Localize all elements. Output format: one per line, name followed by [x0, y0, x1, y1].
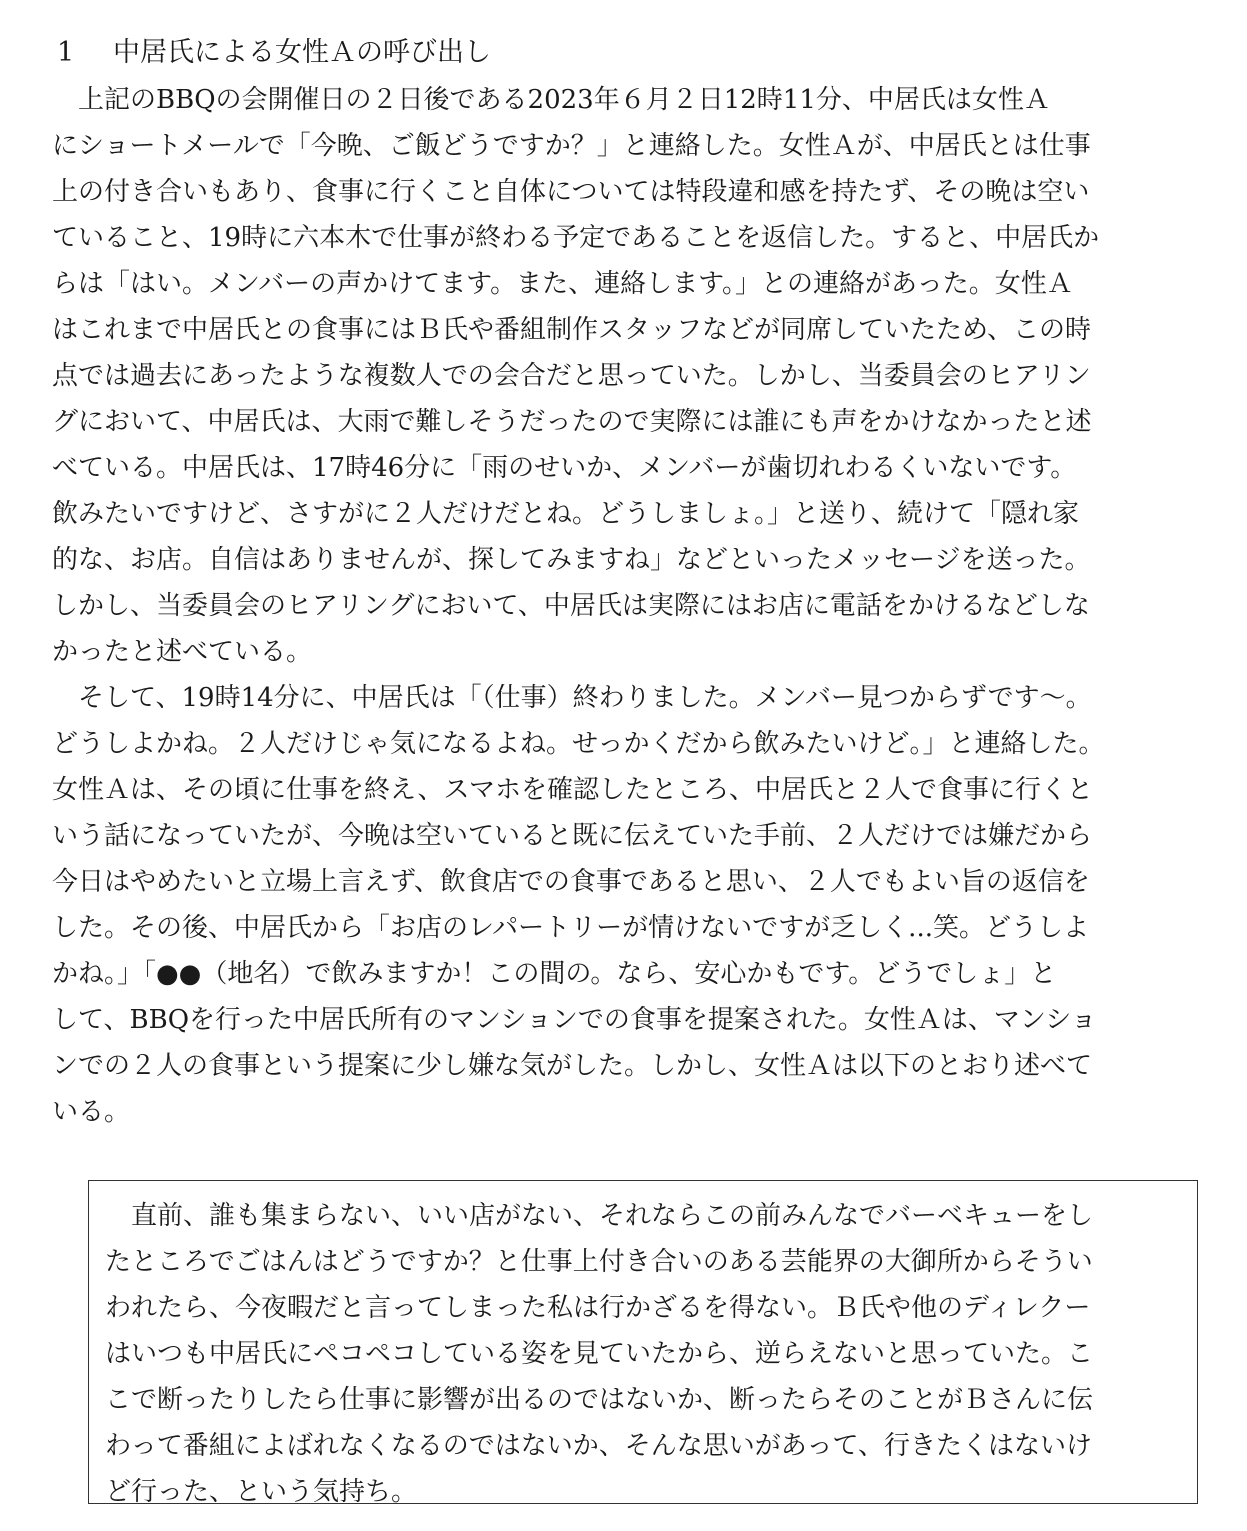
- paragraph-line: グにおいて、中居氏は、大雨で難しそうだったので実際には誰にも声をかけなかったと述: [52, 407, 1092, 437]
- quote-line: ど行った、という気持ち。: [105, 1477, 418, 1507]
- paragraph-line: にショートメールで「今晩、ご飯どうですか？」と連絡した。女性Ａが、中居氏とは仕事: [52, 131, 1091, 161]
- paragraph-line: そして、19時14分に、中居氏は「（仕事）終わりました。メンバー見つからずです〜。: [52, 683, 1092, 713]
- paragraph-line: 今日はやめたいと立場上言えず、飲食店での食事であると思い、２人でもよい旨の返信を: [52, 867, 1090, 897]
- paragraph-line: 飲みたいですけど、さすがに２人だけだとね。どうしましょ。」と送り、続けて「隠れ家: [52, 499, 1080, 529]
- quote-line: わって番組によばれなくなるのではないか、そんな思いがあって、行きたくはないけ: [105, 1431, 1092, 1461]
- paragraph-line: しかし、当委員会のヒアリングにおいて、中居氏は実際にはお店に電話をかけるなどしな: [52, 591, 1090, 621]
- section-title: 中居氏による女性Ａの呼び出し: [113, 37, 491, 68]
- paragraph-line: 的な、お店。自信はありませんが、探してみますね」などといったメッセージを送った。: [52, 545, 1091, 575]
- section-heading: [57, 30, 491, 76]
- paragraph-line: らは「はい。メンバーの声かけてます。また、連絡します。」との連絡があった。女性Ａ: [52, 269, 1073, 299]
- paragraph-line: 点では過去にあったような複数人での会合だと思っていた。しかし、当委員会のヒアリン: [52, 361, 1091, 391]
- paragraph-line: かね。」「●●（地名）で飲みますか！この間の。なら、安心かもです。どうでしょ」と: [52, 959, 1057, 989]
- paragraph-line: どうしよかね。２人だけじゃ気になるよね。せっかくだから飲みたいけど。」と連絡した。: [52, 729, 1105, 759]
- quote-line: はいつも中居氏にペコペコしている姿を見ていたから、逆らえないと思っていた。こ: [105, 1339, 1094, 1369]
- quote-line: たところでごはんはどうですか？と仕事上付き合いのある芸能界の大御所からそうい: [105, 1247, 1093, 1277]
- paragraph-line: いう話になっていたが、今晩は空いていると既に伝えていた手前、２人だけでは嫌だから: [52, 821, 1093, 851]
- quote-text: [105, 1193, 1185, 1515]
- quote-line: われたら、今夜暇だと言ってしまった私は行かざるを得ない。Ｂ氏や他のディレクー: [105, 1293, 1091, 1323]
- quote-line: こで断ったりしたら仕事に影響が出るのではないか、断ったらそのことがＢさんに伝: [105, 1385, 1094, 1415]
- paragraph-line: はこれまで中居氏との食事にはＢ氏や番組制作スタッフなどが同席していたため、この時: [52, 315, 1091, 345]
- paragraph-line: ていること、19時に六本木で仕事が終わる予定であることを返信した。すると、中居氏か: [52, 223, 1100, 253]
- paragraph-line: いる。: [52, 1097, 131, 1127]
- paragraph-line: して、BBQを行った中居氏所有のマンションでの食事を提案された。女性Ａは、マンショ: [52, 1005, 1097, 1035]
- paragraph-line: 上の付き合いもあり、食事に行くこと自体については特段違和感を持たず、その晩は空い: [52, 177, 1090, 207]
- paragraph-line: 女性Ａは、その頃に仕事を終え、スマホを確認したところ、中居氏と２人で食事に行くと: [52, 775, 1094, 805]
- paragraph-1: [52, 77, 1212, 675]
- paragraph-line: した。その後、中居氏から「お店のレパートリーが情けないですが乏しく...笑。どうしよ: [52, 913, 1089, 943]
- paragraph-2: [52, 675, 1212, 1135]
- quote-line: 直前、誰も集まらない、いい店がない、それならこの前みんなでバーベキューをし: [105, 1201, 1094, 1231]
- section-number: 1: [57, 37, 75, 68]
- paragraph-line: かったと述べている。: [52, 637, 313, 667]
- quote-box: [88, 1180, 1198, 1507]
- paragraph-line: 上記のBBQの会開催日の２日後である2023年６月２日12時11分、中居氏は女性Ａ: [52, 85, 1050, 115]
- paragraph-line: べている。中居氏は、17時46分に「雨のせいか、メンバーが歯切れわるくいないです。: [52, 453, 1077, 483]
- paragraph-line: ンでの２人の食事という提案に少し嫌な気がした。しかし、女性Ａは以下のとおり述べて: [52, 1051, 1093, 1081]
